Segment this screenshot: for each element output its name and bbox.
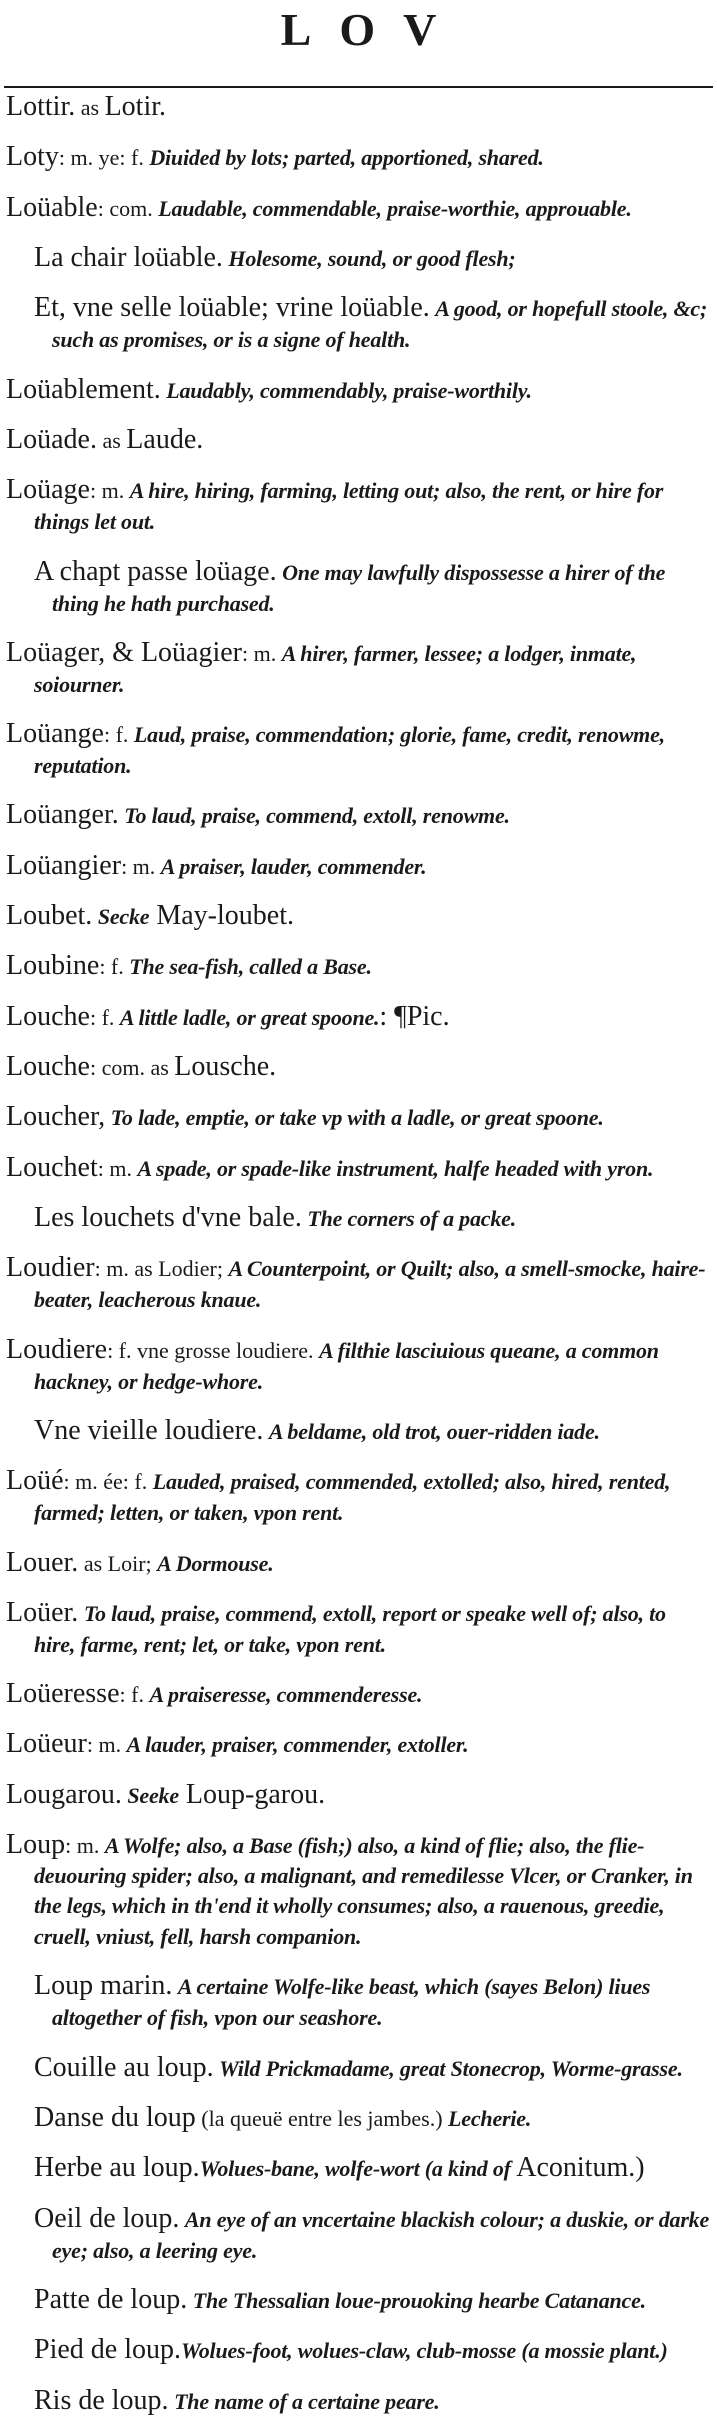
entry-tail: Loup-garou. (178, 1778, 326, 1810)
dictionary-entry (6, 375, 710, 406)
grammar-note: : f. (99, 954, 130, 980)
dictionary-entry (6, 1830, 710, 1952)
grammar-note: : f. (119, 1682, 150, 1708)
headword: Loüé (6, 1465, 64, 1497)
definition: Seeke (127, 1782, 179, 1808)
definition: A Wolfe; also, a Base (fish;) also, a kind of flie; also, the flie-deuouring spider; also, a malignant, and remedilesse Vlcer, or Cranker, in the legs, which in th'end it wholly consumes; also, a rauenous, greedie, cruell, vniust, fell, harsh companion. (34, 1833, 693, 1950)
definition: One may lawfully dispossesse a hirer of the thing he hath purchased. (52, 559, 666, 616)
definition: Wolues-foot, wolues-claw, club-mosse (a mossie plant.) (181, 2338, 668, 2364)
headword: Danse du loup (34, 2102, 196, 2133)
grammar-note: : m. (86, 1732, 127, 1758)
definition: A hire, hiring, farming, letting out; also, the rent, or hire for things let out. (34, 478, 664, 535)
definition: Laudably, commendably, praise-worthily. (166, 377, 532, 403)
dictionary-entry (6, 1548, 710, 1579)
sub-entry (6, 2285, 710, 2316)
dictionary-entry (6, 1598, 710, 1660)
grammar-note: : m. (121, 853, 161, 879)
dictionary-entry (6, 901, 710, 932)
sub-entry (6, 293, 710, 355)
dictionary-entry (6, 1780, 710, 1811)
headword: Patte de loup. (34, 2283, 188, 2315)
definition: A spade, or spade-like instrument, halfe headed with yron. (137, 1155, 654, 1181)
dictionary-entry (6, 1729, 710, 1760)
headword: Loucher, (6, 1101, 106, 1133)
dictionary-entry (6, 475, 710, 537)
headword: Loudiere (6, 1333, 108, 1365)
definition: To laud, praise, commend, extoll, report or speake well of; also, to hire, farme, rent; let, or take, vpon rent. (34, 1600, 666, 1657)
entry-tail: Aconitum.) (510, 2152, 645, 2184)
dictionary-entry (6, 425, 710, 456)
definition: A certaine Wolfe-like beast, which (sayes Belon) liues altogether of fish, vpon our seashore. (52, 1974, 651, 2031)
definition: Secke (97, 904, 150, 930)
grammar-note: as (96, 427, 127, 453)
definition: Holesome, sound, or good flesh; (228, 245, 516, 271)
sub-entry (6, 1203, 710, 1234)
headword: Lougarou. (6, 1778, 122, 1810)
headword: Louchet (6, 1151, 98, 1183)
dictionary-entry (6, 800, 710, 831)
grammar-note: as (75, 95, 105, 120)
running-head: LOV (280, 4, 465, 55)
dictionary-entry (6, 719, 710, 781)
grammar-note: : m. (65, 1833, 105, 1859)
grammar-note: : com. as (89, 1055, 175, 1080)
headword: Couille au loup. (34, 2051, 214, 2083)
dictionary-entry (6, 951, 710, 982)
grammar-note: : m. as Lodier; (94, 1256, 229, 1282)
entry-tail: Lotir. (104, 91, 167, 122)
headword: Loüanger. (6, 799, 119, 831)
definition: A little ladle, or great spoone. (119, 1004, 380, 1030)
entry-tail: : ¶Pic. (379, 1000, 450, 1032)
sub-entry (6, 2335, 710, 2366)
headword: Loüable (6, 191, 98, 223)
headword: Loüage (6, 474, 90, 506)
headword: Loüer. (6, 1596, 79, 1628)
sub-entry (6, 557, 710, 619)
definition: To lade, emptie, or take vp with a ladle, or great spoone. (110, 1105, 604, 1131)
dictionary-entry (6, 851, 710, 882)
headword: Loüade. (6, 423, 97, 455)
headword: Loüager, & Loüagier (6, 636, 243, 668)
dictionary-entry (6, 1466, 710, 1528)
definition: A Counterpoint, or Quilt; also, a smell-smocke, haire-beater, leacherous knaue. (34, 1256, 706, 1313)
entry-tail: May-loubet. (149, 900, 294, 932)
headword: Loup marin. (34, 1970, 173, 2002)
grammar-note: (la queuë entre les jambes.) (195, 2106, 449, 2131)
headword: Vne vieille loudiere. (34, 1414, 264, 1446)
headword: Et, vne selle loüable; vrine loüable. (34, 292, 430, 324)
headword: Loüange (6, 718, 104, 750)
grammar-note: as Loir; (78, 1550, 158, 1576)
sub-entry (6, 243, 710, 274)
definition: Wolues-bane, wolfe-wort (a kind of (199, 2156, 511, 2182)
headword: Loubet. (6, 900, 93, 932)
headword: La chair loüable. (34, 241, 223, 273)
headword: Loüeresse (6, 1678, 120, 1710)
sub-entry (6, 1416, 710, 1447)
headword: Ris de loup. (34, 2384, 169, 2416)
dictionary-entry (6, 1153, 710, 1184)
definition: A lauder, praiser, commender, extoller. (126, 1732, 469, 1758)
dictionary-entry (6, 1335, 710, 1397)
definition: The sea-fish, called a Base. (129, 954, 372, 980)
definition: Laud, praise, commendation; glorie, fame, credit, renowme, reputation. (34, 722, 665, 779)
headword: Louche (6, 1000, 90, 1032)
dictionary-entry (6, 1679, 710, 1710)
definition: Diuided by lots; parted, apportioned, shared. (149, 145, 544, 171)
definition: A praiser, lauder, commender. (160, 853, 427, 879)
definition: Lauded, praised, commended, extolled; also, hired, rented, farmed; letten, or taken, vpon rent. (34, 1469, 671, 1526)
definition: Lecherie. (448, 2106, 532, 2131)
sub-entry (6, 2386, 710, 2417)
definition: An eye of an vncertaine blackish colour; a duskie, or darke eye; also, a leering eye. (52, 2206, 710, 2263)
dictionary-entry (6, 1253, 710, 1315)
definition: To laud, praise, commend, extoll, renowme. (124, 803, 510, 829)
headword: Loup (6, 1829, 66, 1861)
headword: Lottir. (6, 91, 76, 122)
headword: Loubine (6, 950, 100, 982)
headword: Pied de loup. (34, 2334, 181, 2366)
dictionary-entry (6, 92, 710, 123)
headword: Loty (6, 141, 59, 173)
headword: Herbe au loup. (34, 2152, 200, 2184)
grammar-note: : f. (103, 722, 134, 748)
headword: Louche (6, 1051, 90, 1082)
grammar-note: : m. (89, 478, 130, 504)
headword: Loudier (6, 1252, 95, 1284)
definition: A beldame, old trot, ouer-ridden iade. (268, 1418, 600, 1444)
grammar-note: : f. (89, 1004, 120, 1030)
grammar-note: : m. (242, 640, 282, 666)
definition: A good, or hopefull stoole, &c; such as promises, or is a signe of health. (52, 296, 708, 353)
definition: The Thessalian loue-prouoking hearbe Catanance. (192, 2287, 646, 2313)
definition: Wild Prickmadame, great Stonecrop, Worme-grasse. (219, 2055, 683, 2081)
headword: Loüangier (6, 849, 122, 881)
grammar-note: : com. (97, 195, 159, 221)
header-rule (4, 86, 713, 88)
dictionary-entry (6, 193, 710, 224)
definition: A Dormouse. (157, 1550, 274, 1576)
definition: A hirer, farmer, lessee; a lodger, inmate, soiourner. (34, 640, 637, 697)
dictionary-entry (6, 142, 710, 173)
definition: The corners of a packe. (307, 1205, 517, 1231)
definition: The name of a certaine peare. (174, 2388, 440, 2414)
entry-tail: Laude. (126, 423, 204, 455)
dictionary-entry (6, 1052, 710, 1083)
entry-tail: Lousche. (174, 1051, 277, 1082)
dictionary-entry (6, 1102, 710, 1133)
entry-list (6, 92, 710, 2417)
headword: Oeil de loup. (34, 2202, 180, 2234)
headword: Louer. (6, 1546, 79, 1578)
sub-entry (6, 2153, 710, 2184)
grammar-note: : m. (97, 1155, 138, 1181)
headword: A chapt passe loüage. (34, 555, 277, 587)
dictionary-entry (6, 638, 710, 700)
headword: Les louchets d'vne bale. (34, 1201, 302, 1233)
definition: A praiseresse, commenderesse. (149, 1682, 423, 1708)
headword: Loüablement. (6, 373, 161, 405)
sub-entry (6, 2053, 710, 2084)
sub-entry (6, 2103, 710, 2134)
sub-entry (6, 1971, 710, 2033)
definition: A filthie lasciuious queane, a common hackney, or hedge-whore. (34, 1337, 659, 1394)
grammar-note: : f. vne grosse loudiere. (107, 1337, 320, 1363)
dictionary-entry (6, 1002, 710, 1033)
sub-entry (6, 2204, 710, 2266)
grammar-note: : m. ée: f. (63, 1469, 153, 1495)
headword: Loüeur (6, 1728, 87, 1760)
definition: Laudable, commendable, praise-worthie, approuable. (158, 195, 632, 221)
grammar-note: : m. ye: f. (58, 145, 150, 171)
